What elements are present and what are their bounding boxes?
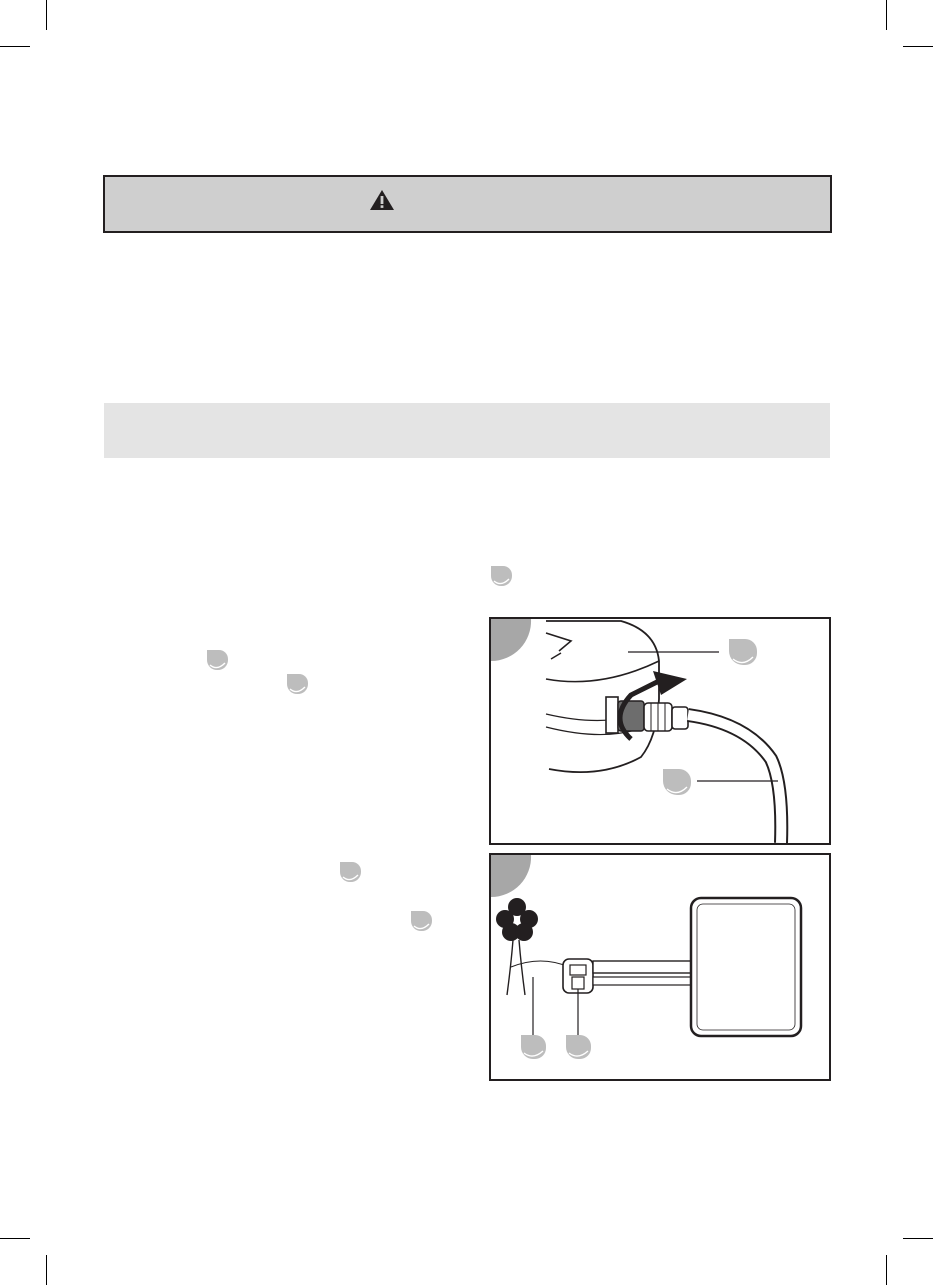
crop-mark [0, 1238, 30, 1239]
section-header-band [104, 403, 830, 458]
crop-mark [886, 0, 887, 30]
crop-mark [46, 0, 47, 30]
warning-triangle-icon [369, 189, 395, 211]
warning-bar [103, 175, 832, 233]
crop-mark [903, 1238, 933, 1239]
leaf-callout-icon [283, 670, 311, 698]
crop-mark [46, 1255, 47, 1285]
crop-mark [903, 46, 933, 47]
crop-mark [886, 1255, 887, 1285]
hose-connector-illustration [491, 619, 829, 843]
crop-mark [0, 46, 30, 47]
leaf-callout-icon [487, 562, 515, 590]
leaf-callout-icon [203, 646, 231, 674]
figure-hose-connector [489, 617, 831, 845]
figure-garden-irrigation [489, 853, 831, 1081]
leaf-callout-icon [407, 907, 435, 935]
leaf-callout-icon [336, 858, 364, 886]
garden-irrigation-diagram [491, 855, 829, 1079]
